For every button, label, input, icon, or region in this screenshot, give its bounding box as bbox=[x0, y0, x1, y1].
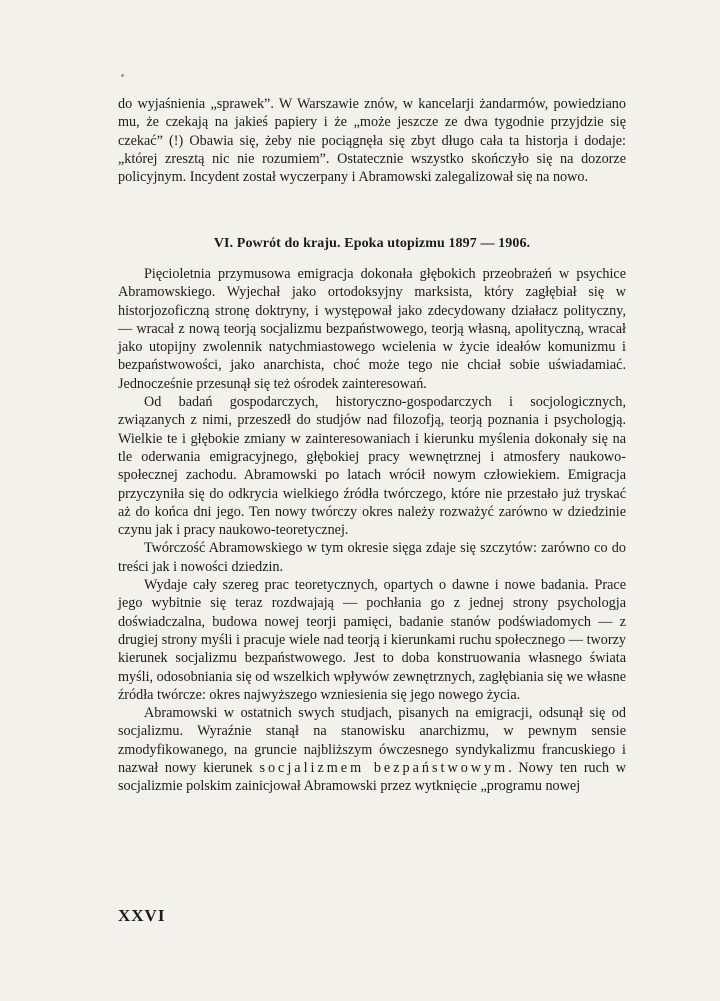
section-heading: VI. Powrót do kraju. Epoka utopizmu 1897 — 1906. bbox=[213, 236, 531, 251]
spaced-emphasis: socjalizmem bezpaństwowym bbox=[259, 760, 509, 777]
last-body-paragraph bbox=[118, 704, 626, 795]
paper-speck bbox=[121, 74, 124, 77]
body-paragraph: Wydaje cały szereg prac teoretycznych, opartych o dawne i nowe badania. Prace jego wybitnie się teraz rozdwajają — pochłania go z jednej strony psychologja doświadczalna, budowa nowej teorji pamięci, badanie stanów podświadomych — z drugiej strony myśli i pracuje wiele nad teorją i kierunkami ruchu społecznego — tworzy kierunek socjalizmu bezpaństwowego. Jest to doba konstruowania własnego świata myśli, odosobniania się od wszelkich wpływów zewnętrznych, zagłębiania się we własne źródła twórcze: okres najwyższego wzniesienia się jego nowego życia. bbox=[118, 577, 626, 703]
body-paragraph: Pięcioletnia przymusowa emigracja dokonała głębokich przeobrażeń w psychice Abramowskiego. Wyjechał jako ortodoksyjny marksista, który zagłębiał się w historjozoficzną stronę doktryny, i występował jako zdecydowany działacz polityczny, — wracał z nową teorją socjalizmu bezpaństwowego, teorją własną, apolityczną, wracał jako utopijny zwolennik natychmiastowego wcielenia w życie ideałów komunizmu i bezpaństwowości, jako anarchista, choć może tego nie chciał sobie uświadamiać. Jednocześnie przesunął się też ośrodek zainteresowań. bbox=[118, 266, 626, 392]
page-number: XXVI bbox=[118, 906, 166, 925]
paragraph-text-after: . Nowy ten ruch w socjalizmie polskim zainicjował Abramowski przez wytknięcie „programu nowej bbox=[118, 760, 626, 795]
section-body bbox=[118, 265, 626, 796]
body-paragraph: Twórczość Abramowskiego w tym okresie sięga zdaje się szczytów: zarówno co do treści jak i nowości dziedzin. bbox=[118, 540, 626, 575]
continued-paragraph: do wyjaśnienia „sprawek”. W Warszawie znów, w kancelarji żandarmów, powiedziano mu, że czekają na jakieś papiery i że „może jeszcze ze dwa tygodnie przyjdzie się czekać” (!) Obawia się, żeby nie pociągnęła się zbyt długo cała ta historja i dodaje: „której zresztą nic nie rozumiem”. Ostatecznie wszystko skończyło się na dozorze policyjnym. Incydent został wyczerpany i Abramowski zalegalizował się na nowo. bbox=[118, 96, 626, 186]
paragraph-text-before: Abramowski w ostatnich swych studjach, pisanych na emigracji, odsunął się od socjalizmu. Wyraźnie stanął na stanowisku anarchizmu, w pewnym sensie zmodyfikowanego, na gruncie najbliższym ówczesnego syndykalizmu francuskiego i nazwał nowy kierunek bbox=[118, 705, 626, 777]
body-paragraph: Od badań gospodarczych, historyczno-gospodarczych i socjologicznych, związanych z nimi, przeszedł do studjów nad filozofją, teorją poznania i psychologją. Wielkie te i głębokie zmiany w zainteresowaniach i kierunku myślenia dokonały się na tle oderwania emigracyjnego, głębokiej pracy wewnętrznej i atmosfery naukowo-społecznej zachodu. Abramowski po latach wrócił nowym człowiekiem. Emigracja przyczyniła się do odkrycia wielkiego źródła twórczego, które nie przestało już tryskać aż do końca dni jego. Ten nowy twórczy okres należy rozważyć zarówno w dziedzinie czynu jak i pracy naukowo-teoretycznej. bbox=[118, 394, 626, 539]
continued-paragraph-block bbox=[118, 95, 626, 186]
